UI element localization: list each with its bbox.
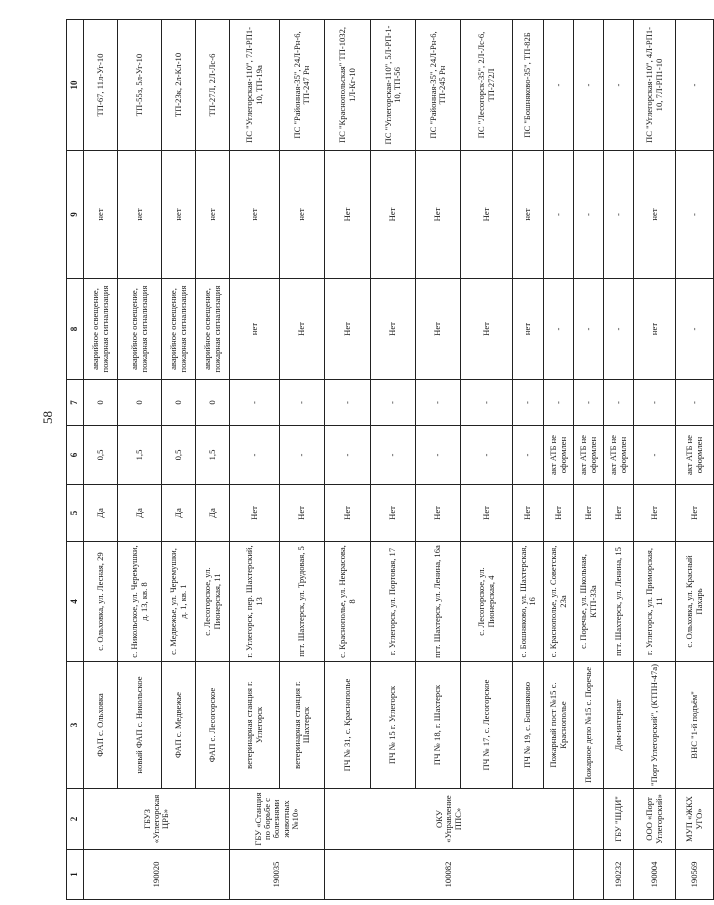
table-cell: - bbox=[574, 380, 604, 426]
table-cell: 190569 bbox=[676, 850, 714, 900]
table-cell: ФАП с. Медвежье bbox=[162, 662, 196, 789]
table-cell bbox=[574, 850, 604, 900]
table-row bbox=[544, 20, 574, 900]
table-cell: - bbox=[230, 380, 280, 426]
table-cell: ТП-27Л, 2Л-Лс-6 bbox=[196, 20, 230, 151]
table-cell: ПС "Лесогорск-35", 2Л-Лс-6, ТП-272Л bbox=[461, 20, 513, 151]
table-cell: нет bbox=[280, 151, 325, 279]
table-cell: с. Краснополье, ул. Советская, 23а bbox=[544, 542, 574, 662]
table-cell: ФАП с. Ольховка bbox=[84, 662, 118, 789]
table-cell: нет bbox=[513, 279, 544, 380]
table-cell: - bbox=[325, 380, 371, 426]
table-row bbox=[513, 20, 544, 900]
table-cell: ПС "Краснопольская" ТП-1032, 1Л-Кг-10 bbox=[325, 20, 371, 151]
table-cell: - bbox=[416, 380, 461, 426]
table-cell: ГБУ «Станция по борьбе с болезнями животных №10» bbox=[230, 789, 325, 850]
table-cell: 190004 bbox=[634, 850, 676, 900]
table-cell: акт АТБ не оформлен bbox=[574, 426, 604, 485]
table-cell: ветеринарная станция г. Шахтерск bbox=[280, 662, 325, 789]
table-cell: - bbox=[604, 20, 634, 151]
table-cell: акт АТБ не оформлен bbox=[676, 426, 714, 485]
table-cell: пгт. Шахтерск, ул. Ленина, 15 bbox=[604, 542, 634, 662]
table-row bbox=[371, 20, 416, 900]
table-cell: ПЧ № 18, г. Шахтерск bbox=[416, 662, 461, 789]
data-table bbox=[66, 19, 714, 900]
table-row bbox=[230, 20, 280, 900]
table-cell: Нет bbox=[325, 279, 371, 380]
table-cell: аварийное освещение, пожарная сигнализация bbox=[162, 279, 196, 380]
table-cell: ГБУЗ «Углегорская ЦРБ» bbox=[84, 789, 230, 850]
table-cell: - bbox=[574, 20, 604, 151]
table-cell: с. Бошняково, ул. Шахтерская, 16 bbox=[513, 542, 544, 662]
table-cell: 0 bbox=[84, 380, 118, 426]
table-cell: ООО «Порт Углегорский» bbox=[634, 789, 676, 850]
table-cell: с. Поречье, ул. Школьная, КТП-33а bbox=[574, 542, 604, 662]
table-cell: Нет bbox=[280, 279, 325, 380]
table-cell: ВНС "1-й подъём" bbox=[676, 662, 714, 789]
table-cell: нет bbox=[196, 151, 230, 279]
table-cell: Нет bbox=[280, 485, 325, 542]
table-cell: - bbox=[544, 279, 574, 380]
table-cell: ТП-67, 11л-Уг-10 bbox=[84, 20, 118, 151]
table-cell: ПЧ № 31, с. Краснополье bbox=[325, 662, 371, 789]
table-cell: - bbox=[416, 426, 461, 485]
table-cell: - bbox=[280, 380, 325, 426]
table-cell: Нет bbox=[325, 485, 371, 542]
column-header: 6 bbox=[67, 426, 84, 485]
table-cell: - bbox=[461, 380, 513, 426]
table-cell bbox=[574, 789, 604, 850]
table-cell: ПС "Углегорская-110", 4Л-РП1-10, 7Л-РП1-10 bbox=[634, 20, 676, 151]
table-cell: с. Краснополье, ул. Некрасова, 8 bbox=[325, 542, 371, 662]
table-cell: нет bbox=[634, 279, 676, 380]
table-cell: Нет bbox=[416, 279, 461, 380]
table-cell: Пожарный пост №15 с. Краснополье bbox=[544, 662, 574, 789]
table-cell: - bbox=[371, 426, 416, 485]
table-cell: ОКУ «Управление ППС» bbox=[325, 789, 574, 850]
table-cell: 100082 bbox=[325, 850, 574, 900]
table-cell: - bbox=[325, 426, 371, 485]
table-cell: Нет bbox=[461, 151, 513, 279]
table-cell: "Порт Углегорский", (КТПН-47а) bbox=[634, 662, 676, 789]
table-row bbox=[280, 20, 325, 900]
table-cell: Дом-интернат bbox=[604, 662, 634, 789]
table-row bbox=[84, 20, 118, 900]
table-cell: ТП-23к, 2л-Кл-10 bbox=[162, 20, 196, 151]
table-row bbox=[676, 20, 714, 900]
table-cell: пгт. Шахтерск, ул. Ленина, 16а bbox=[416, 542, 461, 662]
table-cell: нет bbox=[84, 151, 118, 279]
table-row bbox=[162, 20, 196, 900]
table-cell: акт АТБ не оформлен bbox=[604, 426, 634, 485]
table-cell: ПС "Районная-35", 24Л-Рн-6, ТП-247 Рн bbox=[280, 20, 325, 151]
table-cell: нет bbox=[513, 151, 544, 279]
table-cell: - bbox=[371, 380, 416, 426]
table-cell: ПС "Углегорская-110", 7Л-РП1-10, ТП-19а bbox=[230, 20, 280, 151]
table-cell: - bbox=[544, 20, 574, 151]
table-cell: - bbox=[280, 426, 325, 485]
column-header: 8 bbox=[67, 279, 84, 380]
table-cell: г. Углегорск, ул. Портовая, 17 bbox=[371, 542, 416, 662]
column-header: 2 bbox=[67, 789, 84, 850]
table-row bbox=[416, 20, 461, 900]
table-cell: нет bbox=[634, 151, 676, 279]
table-cell: МУП «ЖКХ УГО» bbox=[676, 789, 714, 850]
table-cell: Да bbox=[84, 485, 118, 542]
table-cell: 190232 bbox=[604, 850, 634, 900]
table-cell: аварийное освещение, пожарная сигнализация bbox=[196, 279, 230, 380]
table-cell: 190035 bbox=[230, 850, 325, 900]
page-number: 58 bbox=[40, 411, 55, 424]
table-cell: ветеринарная станция г. Углегорск bbox=[230, 662, 280, 789]
column-header: 4 bbox=[67, 542, 84, 662]
table-cell: акт АТБ не оформлен bbox=[544, 426, 574, 485]
column-header: 1 bbox=[67, 850, 84, 900]
table-cell: с. Никольское, ул. Черемушки, д. 13, кв. 8 bbox=[118, 542, 162, 662]
table-cell: 0 bbox=[162, 380, 196, 426]
table-cell: Нет bbox=[230, 485, 280, 542]
table-cell: ПЧ № 19, с. Бошняково bbox=[513, 662, 544, 789]
table-cell: Нет bbox=[513, 485, 544, 542]
table-cell: Нет bbox=[634, 485, 676, 542]
table-cell: - bbox=[676, 279, 714, 380]
table-row bbox=[634, 20, 676, 900]
table-cell: Да bbox=[162, 485, 196, 542]
table-cell: Нет bbox=[544, 485, 574, 542]
table-cell: 0 bbox=[196, 380, 230, 426]
table-cell: с. Лесогорское, ул. Пионерская, 4 bbox=[461, 542, 513, 662]
table-row bbox=[118, 20, 162, 900]
table-cell: 1,5 bbox=[196, 426, 230, 485]
table-header-row bbox=[67, 20, 84, 900]
table-cell: - bbox=[604, 380, 634, 426]
table-row bbox=[461, 20, 513, 900]
table-row bbox=[604, 20, 634, 900]
table-cell: - bbox=[604, 151, 634, 279]
table-cell: аварийное освещение, пожарная сигнализация bbox=[84, 279, 118, 380]
table-cell: ПЧ № 15 г. Углегорск bbox=[371, 662, 416, 789]
table-body bbox=[84, 20, 714, 900]
table-cell: Да bbox=[118, 485, 162, 542]
table-row bbox=[574, 20, 604, 900]
column-header: 9 bbox=[67, 151, 84, 279]
table-row bbox=[196, 20, 230, 900]
table-cell: с. Ольховка, ул. Красный Пахарь bbox=[676, 542, 714, 662]
table-cell: с. Лесогорское, ул. Пионерская, 11 bbox=[196, 542, 230, 662]
table-cell: нет bbox=[230, 279, 280, 380]
table-cell: г. Углегорск, ул. Приморская, 11 bbox=[634, 542, 676, 662]
table-cell: новый ФАП с. Никольское bbox=[118, 662, 162, 789]
table-cell: - bbox=[574, 279, 604, 380]
table-cell: с. Медвежье, ул. Черемушки, д. 1, кв. 1 bbox=[162, 542, 196, 662]
table-cell: Нет bbox=[574, 485, 604, 542]
table-cell: ПС "Районная-35", 24Л-Рн-6, ТП-245 Рн bbox=[416, 20, 461, 151]
table-cell: - bbox=[574, 151, 604, 279]
table-cell: Нет bbox=[676, 485, 714, 542]
table-cell: 0,5 bbox=[162, 426, 196, 485]
table-cell: - bbox=[604, 279, 634, 380]
table-cell: Нет bbox=[416, 485, 461, 542]
table-cell: Нет bbox=[371, 485, 416, 542]
column-header: 7 bbox=[67, 380, 84, 426]
table-cell: - bbox=[676, 380, 714, 426]
table-cell: - bbox=[513, 380, 544, 426]
table-cell: ТП-55з, 5л-Уг-10 bbox=[118, 20, 162, 151]
table-cell: - bbox=[461, 426, 513, 485]
table-cell: пгт. Шахтерск, ул. Трудовая, 5 bbox=[280, 542, 325, 662]
table-cell: - bbox=[513, 426, 544, 485]
table-cell: ФАП с. Лесогорское bbox=[196, 662, 230, 789]
rotated-table-container bbox=[66, 20, 704, 900]
table-cell: Да bbox=[196, 485, 230, 542]
table-cell: Нет bbox=[416, 151, 461, 279]
table-cell: - bbox=[634, 380, 676, 426]
table-cell: нет bbox=[230, 151, 280, 279]
table-cell: ПЧ № 17, с. Лесогорское bbox=[461, 662, 513, 789]
table-cell: с. Ольховка, ул. Лесная, 29 bbox=[84, 542, 118, 662]
table-cell: - bbox=[634, 426, 676, 485]
table-cell: Нет bbox=[325, 151, 371, 279]
table-cell: ПС "Углегорская-110", 5Л-РП-1-10, ТП-56 bbox=[371, 20, 416, 151]
table-row bbox=[325, 20, 371, 900]
column-header: 5 bbox=[67, 485, 84, 542]
column-header: 3 bbox=[67, 662, 84, 789]
table-cell: - bbox=[230, 426, 280, 485]
table-cell: нет bbox=[118, 151, 162, 279]
table-cell: 1,5 bbox=[118, 426, 162, 485]
table-cell: аварийное освещение, пожарная сигнализация bbox=[118, 279, 162, 380]
table-cell: нет bbox=[162, 151, 196, 279]
table-cell: Пожарное депо №15 с. Поречье bbox=[574, 662, 604, 789]
table-cell: ГБУ "ШДИ" bbox=[604, 789, 634, 850]
table-cell: - bbox=[676, 20, 714, 151]
table-cell: 0,5 bbox=[84, 426, 118, 485]
table-cell: ПС "Бошняково-35", ТП-82Б bbox=[513, 20, 544, 151]
table-cell: Нет bbox=[461, 485, 513, 542]
table-cell: Нет bbox=[371, 151, 416, 279]
table-cell: - bbox=[544, 380, 574, 426]
table-cell: Нет bbox=[604, 485, 634, 542]
table-cell: Нет bbox=[461, 279, 513, 380]
table-cell: 0 bbox=[118, 380, 162, 426]
table-cell: Нет bbox=[371, 279, 416, 380]
table-cell: г. Углегорск, пер. Шахтерский, 13 bbox=[230, 542, 280, 662]
table-cell: - bbox=[544, 151, 574, 279]
table-cell: 190020 bbox=[84, 850, 230, 900]
column-header: 10 bbox=[67, 20, 84, 151]
table-cell: - bbox=[676, 151, 714, 279]
